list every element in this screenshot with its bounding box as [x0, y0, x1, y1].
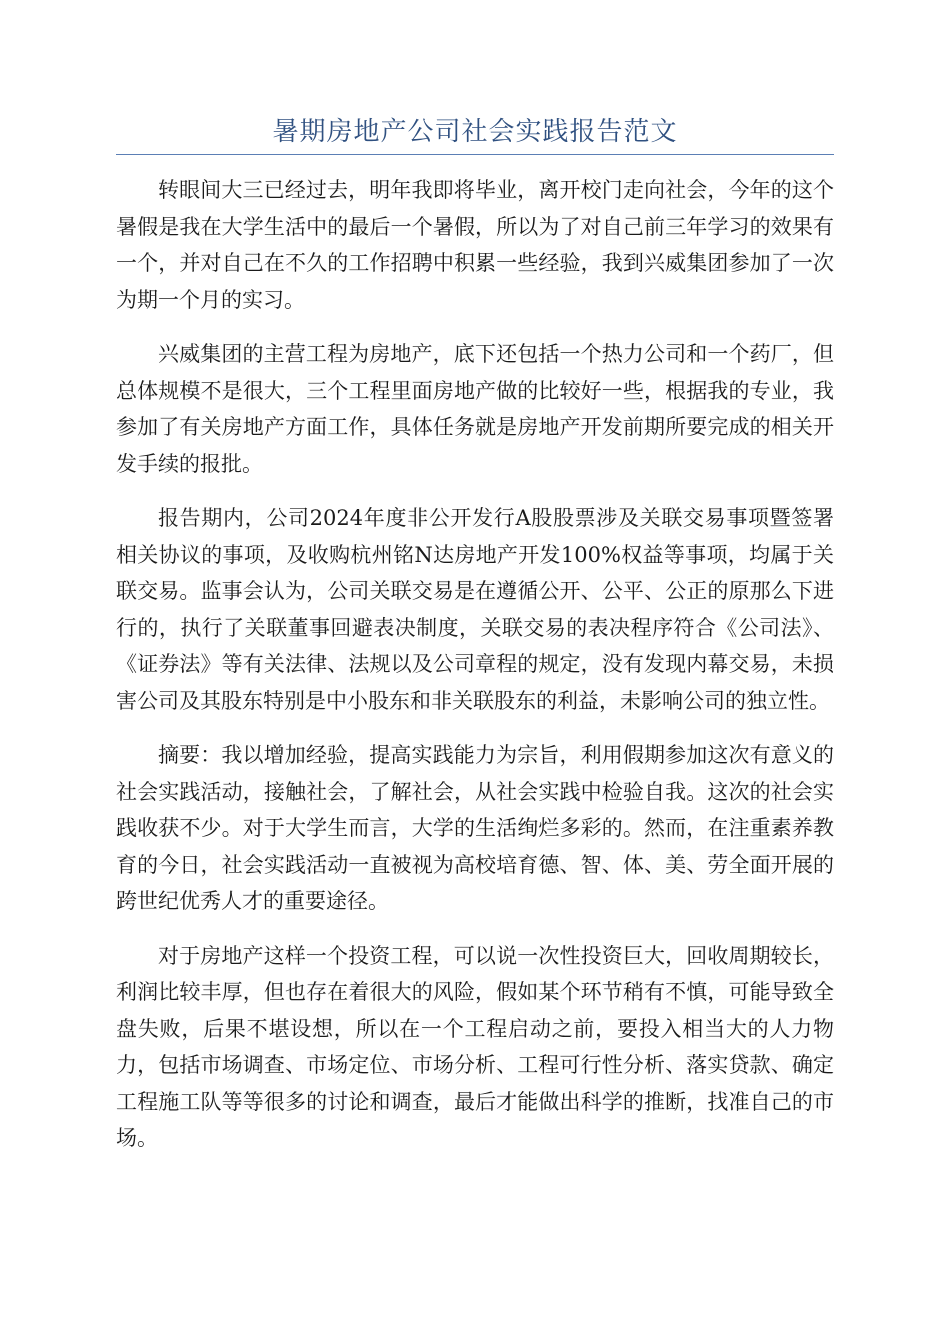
paragraph-1: 转眼间大三已经过去，明年我即将毕业，离开校门走向社会，今年的这个暑假是我在大学生活中的最后一个暑假，所以为了对自己前三年学习的效果有一个，并对自己在不久的工作招聘中积累一些经验，我到兴威集团参加了一次为期一个月的实习。: [116, 178, 834, 312]
paragraph-3: 报告期内，公司2024年度非公开发行A股股票涉及关联交易事项暨签署相关协议的事项，及收购杭州铭N达房地产开发100%权益等事项，均属于关联交易。监事会认为，公司关联交易是在遵循公开、公平、公正的原那么下进行的，执行了关联董事回避表决制度，关联交易的表决程序符合《公司法》、《证券法》等有关法律、法规以及公司章程的规定，没有发现内幕交易，未损害公司及其股东特别是中小股东和非关联股东的利益，未影响公司的独立性。: [116, 506, 834, 713]
paragraph-4: 摘要：我以增加经验，提高实践能力为宗旨，利用假期参加这次有意义的社会实践活动，接触社会，了解社会，从社会实践中检验自我。这次的社会实践收获不少。对于大学生而言，大学的生活绚烂多彩的。然而，在注重素养教育的今日，社会实践活动一直被视为高校培育德、智、体、美、劳全面开展的跨世纪优秀人才的重要途径。: [116, 743, 834, 913]
paragraph-2: 兴威集团的主营工程为房地产，底下还包括一个热力公司和一个药厂，但总体规模不是很大，三个工程里面房地产做的比较好一些，根据我的专业，我参加了有关房地产方面工作，具体任务就是房地产开发前期所要完成的相关开发手续的报批。: [116, 342, 834, 476]
document-body: [116, 172, 834, 1175]
page-title: 暑期房地产公司社会实践报告范文: [272, 117, 678, 147]
title-underline: [116, 154, 834, 155]
paragraph-5: 对于房地产这样一个投资工程，可以说一次性投资巨大，回收周期较长，利润比较丰厚，但也存在着很大的风险，假如某个环节稍有不慎，可能导致全盘失败，后果不堪设想，所以在一个工程启动之前，要投入相当大的人力物力，包括市场调查、市场定位、市场分析、工程可行性分析、落实贷款、确定工程施工队等等很多的讨论和调查，最后才能做出科学的推断，找准自己的市场。: [116, 943, 834, 1150]
